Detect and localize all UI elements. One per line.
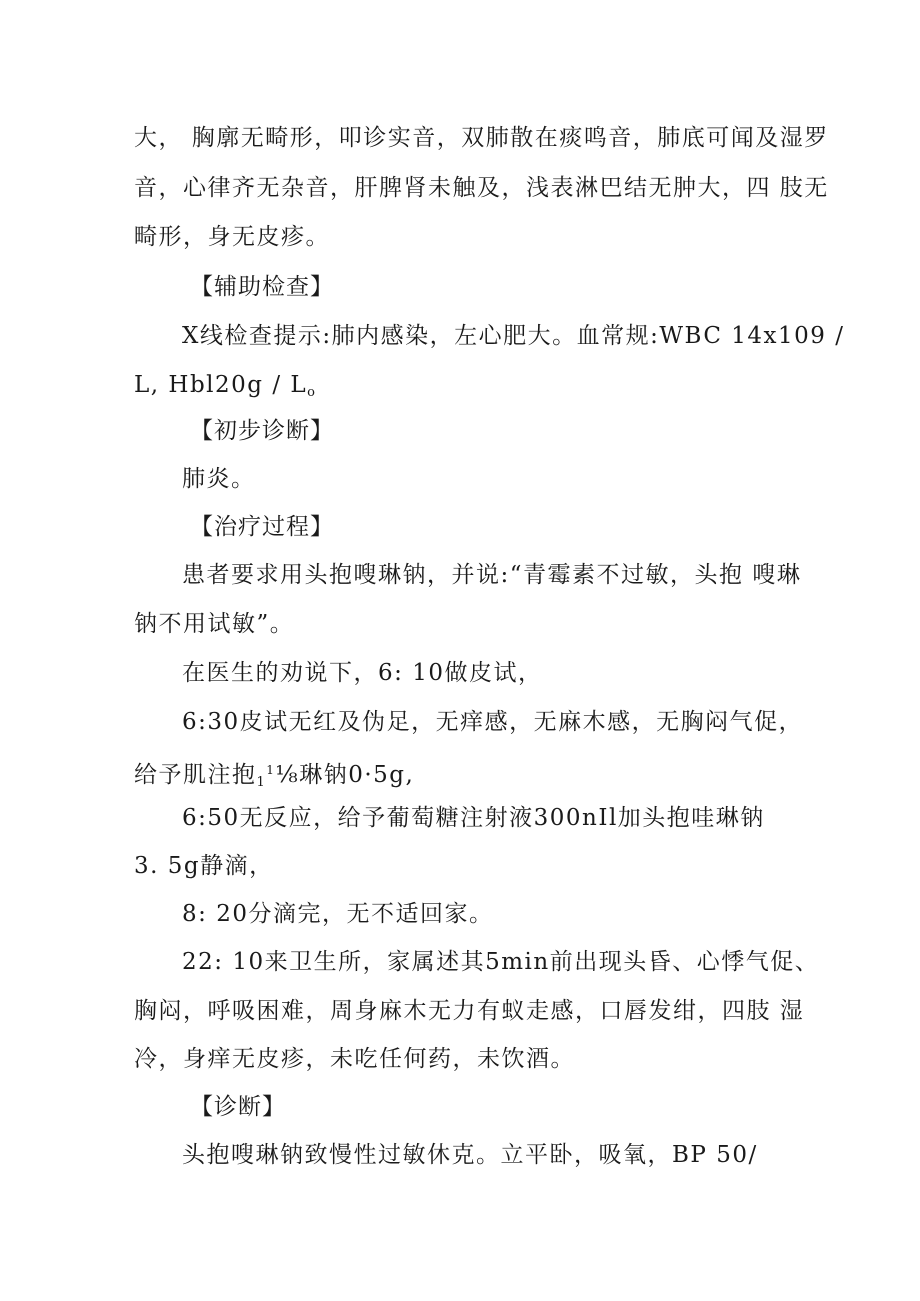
treatment-line-5-b: ⅛琳钠0·5g, [275,762,415,788]
treatment-line-2: 钠不用试敏”。 [134,611,295,637]
treatment-line-10: 胸闷，呼吸困难，周身麻木无力有蚁走感，口唇发绀，四肢 湿 [134,998,805,1024]
aux-line-2 [134,370,317,408]
treatment-line-11: 冷，身痒无皮疹，未吃任何药，未饮酒。 [134,1046,575,1072]
treatment-line-3: 在医生的劝说下，6: 10做皮试， [182,660,543,686]
section-heading-aux: 【辅助检查】 [190,274,334,300]
treatment-line-5 [134,755,414,798]
section-heading-prelim: 【初步诊断】 [190,418,334,444]
treatment-line-9: 22: 10来卫生所，家属述其5min前出现头昏、心悸气促、 [182,949,820,975]
exam-line-1: 大， 胸廓无畸形，叩诊实音，双肺散在痰鸣音，肺底可闻及湿罗 [134,125,829,151]
treatment-line-4: 6:30皮试无红及伪足，无痒感，无麻木感，无胸闷气促， [182,709,804,735]
section-heading-treatment: 【治疗过程】 [190,514,334,540]
aux-line-2-subscript: o [307,385,317,400]
section-heading-diagnosis: 【诊断】 [190,1094,286,1120]
treatment-line-5-superscript: 1 [266,763,276,777]
treatment-line-7: 3. 5g静滴， [134,853,274,879]
exam-line-2: 音，心律齐无杂音，肝脾肾未触及，浅表淋巴结无肿大，四 肢无 [134,175,829,201]
diagnosis-line-1: 头抱嗖琳钠致慢性过敏休克。立平卧，吸氧，BP 50/ [182,1142,758,1168]
aux-line-1: X线检查提示:肺内感染，左心肥大。血常规:WBC 14x109 / [182,323,845,349]
treatment-line-1: 患者要求用头抱嗖琳钠，并说:“青霉素不过敏，头抱 嗖琳 [182,562,802,588]
aux-line-2-main: L, Hbl20g / L [134,372,308,398]
treatment-line-5-subscript: 1 [256,775,267,790]
treatment-line-8: 8: 20分滴完，无不适回家。 [182,901,494,927]
treatment-line-6: 6:50无反应，给予葡萄糖注射液300nIl加头抱哇琳钠 [182,805,765,831]
exam-line-3: 畸形，身无皮疹。 [134,224,330,250]
treatment-line-5-a: 给予肌注抱 [134,762,257,788]
prelim-text: 肺炎。 [182,466,256,492]
